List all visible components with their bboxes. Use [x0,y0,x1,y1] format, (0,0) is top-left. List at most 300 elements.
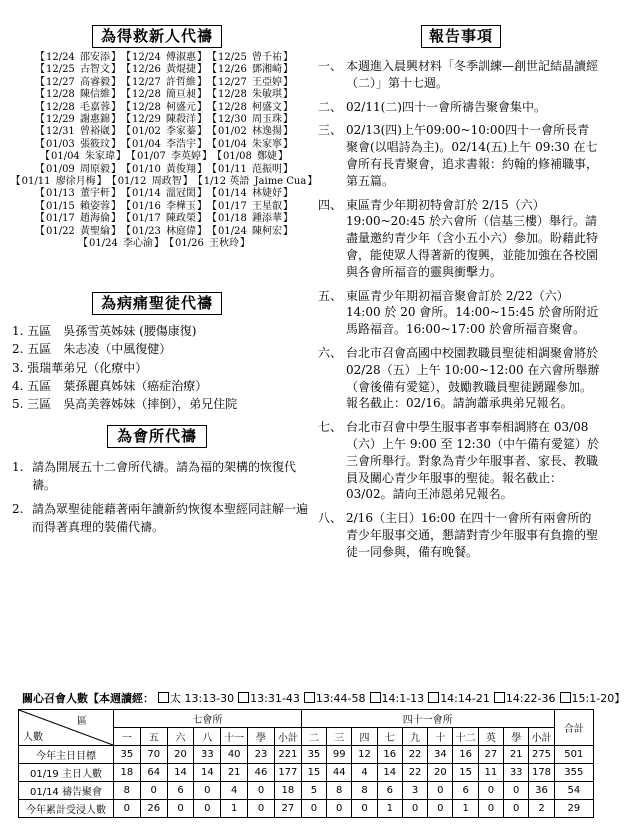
district-header: 七 [377,728,402,746]
new-member-name: 王秋玲 [209,238,240,250]
district-header: 學 [248,728,275,746]
new-member-entry: 【01/10 黃俊翔】 [120,163,207,175]
new-member-name: 溫冠閎 [166,188,196,200]
table-cell: 46 [248,764,275,782]
sick-prayer-text: 張瑞華弟兄（化療中） [27,360,148,375]
new-member-date: 12/26 [131,64,161,76]
reading-option-label: 13:44-58 [315,692,366,705]
group-header-7: 七會所 [113,710,301,728]
new-member-entry: 【1/12 英語 Jaime Cua】 [192,176,318,188]
new-member-name: 毛嘉蓉 [79,101,110,113]
table-cell: 275 [529,746,554,764]
new-member-entry: 【01/08 鄭婕】 [212,151,289,163]
new-member-row [14,114,314,126]
church-prayer-text: 請為開展五十二會所代禱。請為福的架構的恢復代禱。 [32,460,297,492]
new-member-date: 01/24 [88,238,118,250]
new-member-date: 01/08 [223,151,252,163]
new-member-name: 柯盛元 [166,101,196,113]
table-header-row [19,710,594,728]
new-member-date: 12/24 [131,52,161,63]
total-header: 合計 [554,710,593,746]
new-member-row [14,64,314,76]
new-member-entry: 【12/26 鄧湘崎】 [207,64,294,76]
new-member-entry: 【12/28 柯盛文】 [207,101,294,113]
report-item [318,419,600,503]
district-header: 十一 [221,728,248,746]
new-member-name: 林庭偉 [166,225,196,237]
new-member-date: 01/04 [131,138,161,150]
new-member-date: 12/24 [45,52,75,63]
attendance-end: 】 [614,692,625,705]
sick-prayer-text: 五區 葉孫麗真姊妹（癌症治療） [27,378,208,393]
new-member-date: 01/15 [45,200,75,212]
new-member-name: 李浩宇 [166,138,196,150]
reading-option-label: 13:31-43 [250,692,300,705]
sick-prayer-text: 三區 吳高美蓉姊妹（摔倒），弟兄住院 [27,397,238,412]
new-member-name: 周原毅 [79,163,110,175]
new-member-entry: 【01/24 陳柯宏】 [207,225,294,237]
table-cell: 6 [377,782,402,800]
new-member-name: 陳政榮 [166,213,196,225]
new-member-entry: 【01/14 林婕妤】 [207,188,294,200]
new-member-entry: 【01/04 李浩宇】 [120,138,207,150]
new-member-date: 01/02 [131,126,161,138]
new-member-name: 趙海倫 [79,213,110,225]
church-prayer-number: 2. [12,502,24,516]
new-member-date: 12/28 [131,101,161,113]
district-header: 四 [352,728,377,746]
new-members-list [10,52,318,251]
new-member-entry: 【01/24 李心渝】 [77,238,164,250]
table-cell: 0 [113,800,140,818]
new-member-date: 01/23 [131,225,161,237]
row-label: 01/14 禱告聚會 [19,782,114,800]
report-item [318,99,600,116]
reading-checkbox[interactable] [304,692,315,703]
new-member-entry: 【01/03 張筱玟】 [34,138,121,150]
new-member-date: 12/28 [218,89,247,101]
report-text: 東區青少年期初特會訂於 2/15（六）19:00~20:45 於六會所（信基三樓）舉行。請盡量邀約青少年（含小五小六）參加。盼藉此特會，能使眾人得著新的復興，並能加強在各校園與各會所福音的靈與衝擊力。 [346,197,599,279]
report-item [318,288,600,338]
district-header: 三 [327,728,352,746]
new-member-name: Jaime Cua [254,176,307,188]
new-member-name: 周玉珠 [252,114,283,126]
table-cell: 99 [327,746,352,764]
table-cell: 20 [428,764,453,782]
reading-checkbox[interactable] [560,692,571,703]
district-header: 九 [402,728,427,746]
table-corner-cell [19,710,114,746]
new-member-date: 1/12 英語 [203,176,250,188]
new-member-row [14,213,314,225]
reading-checkbox[interactable] [370,692,381,703]
new-member-entry: 【12/26 黃焜捷】 [120,64,207,76]
new-member-row [14,52,314,64]
table-cell: 14 [194,764,221,782]
new-member-row [14,151,314,163]
new-member-entry: 【01/14 溫冠閎】 [120,188,207,200]
new-member-entry: 【12/29 陳殺洋】 [120,114,207,126]
new-member-name: 柯盛文 [252,101,283,113]
table-row [19,746,594,764]
new-member-entry: 【12/24 傅淑惠】 [120,52,207,63]
reading-checkbox[interactable] [494,692,505,703]
table-row [19,782,594,800]
reading-checkbox[interactable] [428,692,439,703]
reading-checkbox[interactable] [238,692,249,703]
table-cell: 26 [140,800,167,818]
new-member-name: 陳柯宏 [252,225,283,237]
report-text: 本週進入晨興材料「冬季訓練—創世記結晶讀經（二）」第十七週。 [346,59,599,90]
report-number: 六、 [318,345,343,360]
new-member-row [14,89,314,101]
new-member-entry: 【12/28 簡亘昶】 [120,89,207,101]
table-cell: 23 [248,746,275,764]
new-member-entry: 【01/23 林庭偉】 [120,225,207,237]
district-header: 五 [140,728,167,746]
table-cell: 22 [402,764,427,782]
table-cell: 0 [327,800,352,818]
new-member-date: 01/11 [21,176,51,188]
new-member-entry: 【01/18 鍾添華】 [207,213,294,225]
new-member-date: 12/27 [218,76,247,88]
new-member-row [14,102,314,114]
table-cell: 35 [301,746,326,764]
new-member-name: 高睿毅 [79,76,110,88]
new-member-date: 01/07 [136,151,166,163]
new-member-date: 01/17 [45,213,75,225]
new-member-date: 12/29 [45,114,75,126]
reading-option-label: 14:14-21 [440,692,490,705]
table-cell: 34 [428,746,453,764]
table-cell: 4 [352,764,377,782]
table-cell: 0 [194,800,221,818]
new-member-row [14,226,314,238]
district-header: 小計 [274,728,301,746]
new-member-name: 李心渝 [123,238,153,250]
table-cell: 6 [453,782,478,800]
report-text: 02/11(二)四十一會所禱告聚會集中。 [346,99,546,114]
table-cell: 12 [352,746,377,764]
new-member-name: 傅淑惠 [166,52,196,63]
table-cell: 33 [194,746,221,764]
new-member-entry: 【12/28 柯盛元】 [120,101,207,113]
report-number: 八、 [318,511,343,526]
new-member-date: 01/17 [131,213,161,225]
new-member-entry: 【01/11 廖徐月梅】 [10,176,107,188]
table-cell: 221 [274,746,301,764]
new-member-date: 01/10 [131,163,161,175]
table-cell: 44 [327,764,352,782]
new-member-name: 林婕妤 [252,188,283,200]
new-member-entry: 【12/24 邵安添】 [34,52,121,63]
new-member-date: 12/28 [218,101,247,113]
new-member-row [14,238,314,250]
new-member-date: 01/04 [50,151,80,163]
report-item [318,345,600,412]
report-number: 四、 [318,197,343,212]
new-member-entry: 【01/15 賴姿蓉】 [34,200,121,212]
new-member-date: 01/12 [117,176,147,188]
table-cell: 3 [402,782,427,800]
new-member-date: 12/28 [45,101,75,113]
new-member-name: 黃俊翔 [166,163,196,175]
report-text: 台北市召會高國中校園教職員聖徒相調聚會將於 02/28（五）上午 10:00~12:00 在六會所舉辦（會後備有愛筵），鼓勵教職員聖徒踴躍參加。報名截止：02/16。請詢蕭承典弟兄報名。 [346,345,600,411]
new-member-entry: 【01/17 陳政榮】 [120,213,207,225]
table-cell: 16 [377,746,402,764]
new-member-name: 簡亘昶 [166,89,196,101]
report-text: 02/13(四)上午09:00~10:00四十一會所長青聚會(以唱詩為主)。02/14(五)上午 09:30 在七會所有長青聚會，追求書報：約翰的修補職事，第五篇。 [346,123,599,188]
report-item [318,510,600,560]
table-cell: 0 [248,800,275,818]
new-member-row [14,164,314,176]
district-header: 八 [194,728,221,746]
report-text: 東區青少年期初福音聚會訂於 2/22（六）14:00 於 20 會所。14:00~15:45 於會所附近馬路福音。16:00~17:00 於會所福音聚會。 [346,288,599,337]
report-number: 一、 [318,59,343,73]
table-cell: 0 [504,782,529,800]
new-member-entry: 【12/30 周玉珠】 [207,114,294,126]
table-cell: 18 [113,764,140,782]
table-cell: 14 [377,764,402,782]
new-member-entry: 【01/17 王星叡】 [207,200,294,212]
table-cell: 35 [113,746,140,764]
table-cell: 8 [327,782,352,800]
new-members-title: 為得救新人代禱 [92,25,222,48]
sick-prayer-text: 五區 朱志凌（中風復健） [27,342,172,357]
new-member-entry: 【01/04 朱家瑋】 [39,151,126,163]
new-member-entry: 【01/02 林逸揚】 [207,126,294,138]
new-member-name: 林逸揚 [252,126,283,138]
table-cell: 22 [402,746,427,764]
new-member-name: 朱家瑋 [84,151,115,163]
table-row [19,800,594,818]
new-member-entry: 【12/27 高睿毅】 [34,76,121,88]
new-member-name: 黃聖綸 [79,225,110,237]
new-member-entry: 【01/16 李樺玉】 [120,200,207,212]
table-cell: 33 [504,764,529,782]
report-item [318,58,600,92]
new-member-entry: 【12/29 謝惠錦】 [34,114,121,126]
new-member-entry: 【01/02 李家蓁】 [120,126,207,138]
new-member-name: 王亞婷 [252,76,283,88]
table-cell: 0 [194,782,221,800]
new-member-date: 01/09 [45,163,75,175]
new-member-entry: 【12/27 王亞婷】 [207,76,294,88]
attendance-reading-line [22,690,625,706]
new-member-name: 董宇軒 [79,188,110,200]
new-member-name: 張筱玟 [79,138,110,150]
new-member-date: 12/30 [218,114,247,126]
new-member-entry: 【12/28 朱敏琪】 [207,89,294,101]
table-cell: 20 [167,746,194,764]
report-number: 三、 [318,123,343,138]
new-member-name: 賴姿蓉 [79,200,110,212]
district-header: 十二 [453,728,478,746]
corner-bottom-label: 人數 [23,732,43,743]
table-cell: 64 [140,764,167,782]
church-prayer-list [12,458,308,542]
new-member-name: 朱家寧 [252,138,283,150]
table-cell: 178 [529,764,554,782]
new-member-entry: 【01/12 周政智】 [106,176,193,188]
church-prayer-item [12,500,308,536]
new-member-date: 12/31 [45,126,75,138]
reading-option-label: 14:22-36 [505,692,556,705]
new-member-date: 01/04 [218,138,247,150]
report-number: 七、 [318,420,343,435]
new-member-entry: 【01/17 趙海倫】 [34,213,121,225]
new-member-name: 鄭婕 [257,151,278,163]
new-member-name: 廖徐月梅 [55,176,96,188]
total-cell: 29 [554,800,593,818]
new-member-name: 許哲維 [166,76,196,88]
new-member-row [14,201,314,213]
table-cell: 16 [453,746,478,764]
new-member-name: 周政智 [151,176,182,188]
new-member-date: 12/25 [218,52,247,63]
new-member-entry: 【01/13 董宇軒】 [34,188,121,200]
new-member-date: 01/24 [218,225,247,237]
new-member-row [14,139,314,151]
district-header: 六 [167,728,194,746]
total-cell: 355 [554,764,593,782]
table-cell: 0 [478,782,503,800]
district-header: 一 [113,728,140,746]
new-member-date: 01/22 [45,225,75,237]
sick-title: 為病痛聖徒代禱 [92,292,222,315]
new-member-name: 謝惠錦 [79,114,110,126]
sick-prayer-item: 4. 五區 葉孫麗真姊妹（癌症治療） [12,378,208,393]
report-item [318,122,600,189]
report-number: 二、 [318,99,343,114]
new-member-entry: 【01/26 王秋玲】 [164,238,251,250]
new-member-entry: 【01/11 范振明】 [207,163,294,175]
sick-prayer-item: 2. 五區 朱志凌（中風復健） [12,342,172,357]
table-cell: 1 [453,800,478,818]
table-cell: 27 [478,746,503,764]
new-member-name: 鄧湘崎 [252,64,283,76]
table-cell: 36 [529,782,554,800]
new-member-entry: 【12/25 古智文】 [34,64,121,76]
new-member-date: 12/26 [218,64,247,76]
table-cell: 8 [352,782,377,800]
table-cell: 0 [248,782,275,800]
new-member-name: 鍾添華 [252,213,283,225]
table-cell: 15 [453,764,478,782]
sick-prayer-list [12,322,312,413]
table-cell: 8 [113,782,140,800]
table-cell: 70 [140,746,167,764]
new-member-name: 曾千祐 [252,52,283,63]
new-member-date: 01/26 [175,238,204,250]
new-member-date: 01/02 [218,126,247,138]
sick-prayer-item: 3. 張瑞華弟兄（化療中） [12,360,148,375]
new-member-date: 12/27 [45,76,75,88]
attendance-label: 關心召會人數【本週讀經： [22,692,154,705]
row-label: 01/19 主日人數 [19,764,114,782]
table-cell: 0 [167,800,194,818]
reading-option-label: 14:1-13 [381,692,425,705]
table-cell: 21 [221,764,248,782]
table-cell: 0 [504,800,529,818]
new-member-name: 朱敏琪 [252,89,283,101]
new-member-entry: 【12/31 曾裕崴】 [34,126,121,138]
new-member-name: 陳信維 [79,89,110,101]
new-member-date: 01/16 [131,200,161,212]
new-member-entry: 【01/22 黃聖綸】 [34,225,121,237]
new-member-date: 01/13 [45,188,75,200]
row-label: 今年累計受浸人數 [19,800,114,818]
new-member-name: 李家蓁 [166,126,196,138]
new-member-date: 12/25 [45,64,75,76]
table-cell: 0 [301,800,326,818]
district-header: 二 [301,728,326,746]
new-member-entry: 【01/07 李英婷】 [125,151,212,163]
report-text: 2/16（主日）16:00 在四十一會所有兩會所的青少年服事交通，懇請對青少年服事有負擔的聖徒一同參與，備有晚餐。 [346,511,599,559]
total-cell: 54 [554,782,593,800]
sick-prayer-item: 1. 五區 吳孫雪英姊妹 (腰傷康復) [12,324,197,338]
church-title: 為會所代禱 [107,425,207,448]
reading-option-label: 15:1-20 [571,692,615,705]
table-cell: 11 [478,764,503,782]
new-member-row [14,188,314,200]
table-cell: 0 [478,800,503,818]
corner-top-label: 區 [76,716,87,727]
report-text: 台北市召會中學生服事者事奉相調將在 03/08（六）上午 9:00 至 12:30（中午備有愛筵）於三會所舉行。對象為青少年服事者、家長、教職員及關心青少年服事的聖徒。報名截止：03/02。請向王沛恩弟兄報名。 [346,420,599,502]
table-cell: 40 [221,746,248,764]
report-title: 報告事項 [421,25,501,48]
table-cell: 2 [529,800,554,818]
new-member-date: 12/29 [131,114,161,126]
report-list [318,58,600,568]
new-member-entry: 【01/04 朱家寧】 [207,138,294,150]
table-cell: 1 [221,800,248,818]
row-label: 今年主日目標 [19,746,114,764]
table-cell: 0 [352,800,377,818]
district-header: 英 [478,728,503,746]
table-cell: 21 [504,746,529,764]
new-member-entry: 【12/28 陳信維】 [34,89,121,101]
district-header: 十 [428,728,453,746]
new-member-name: 李英婷 [171,151,201,163]
table-cell: 14 [167,764,194,782]
new-member-row [14,126,314,138]
table-cell: 15 [301,764,326,782]
table-cell: 27 [274,800,301,818]
table-cell: 1 [377,800,402,818]
table-cell: 177 [274,764,301,782]
new-member-date: 01/18 [218,213,247,225]
reading-checkbox[interactable] [158,692,169,703]
new-member-name: 曾裕崴 [79,126,110,138]
church-prayer-item [12,458,308,494]
new-member-date: 12/28 [131,89,161,101]
table-cell: 0 [428,800,453,818]
new-member-name: 陳殺洋 [166,114,196,126]
table-cell: 5 [301,782,326,800]
report-number: 五、 [318,288,343,303]
table-cell: 0 [402,800,427,818]
new-member-date: 01/17 [218,200,247,212]
new-member-row [10,176,318,188]
new-member-name: 古智文 [79,64,110,76]
table-cell: 4 [221,782,248,800]
group-header-41: 四十一會所 [301,710,554,728]
new-member-name: 邵安添 [79,52,110,63]
table-cell: 0 [140,782,167,800]
new-member-row [14,77,314,89]
new-member-name: 黃焜捷 [166,64,196,76]
